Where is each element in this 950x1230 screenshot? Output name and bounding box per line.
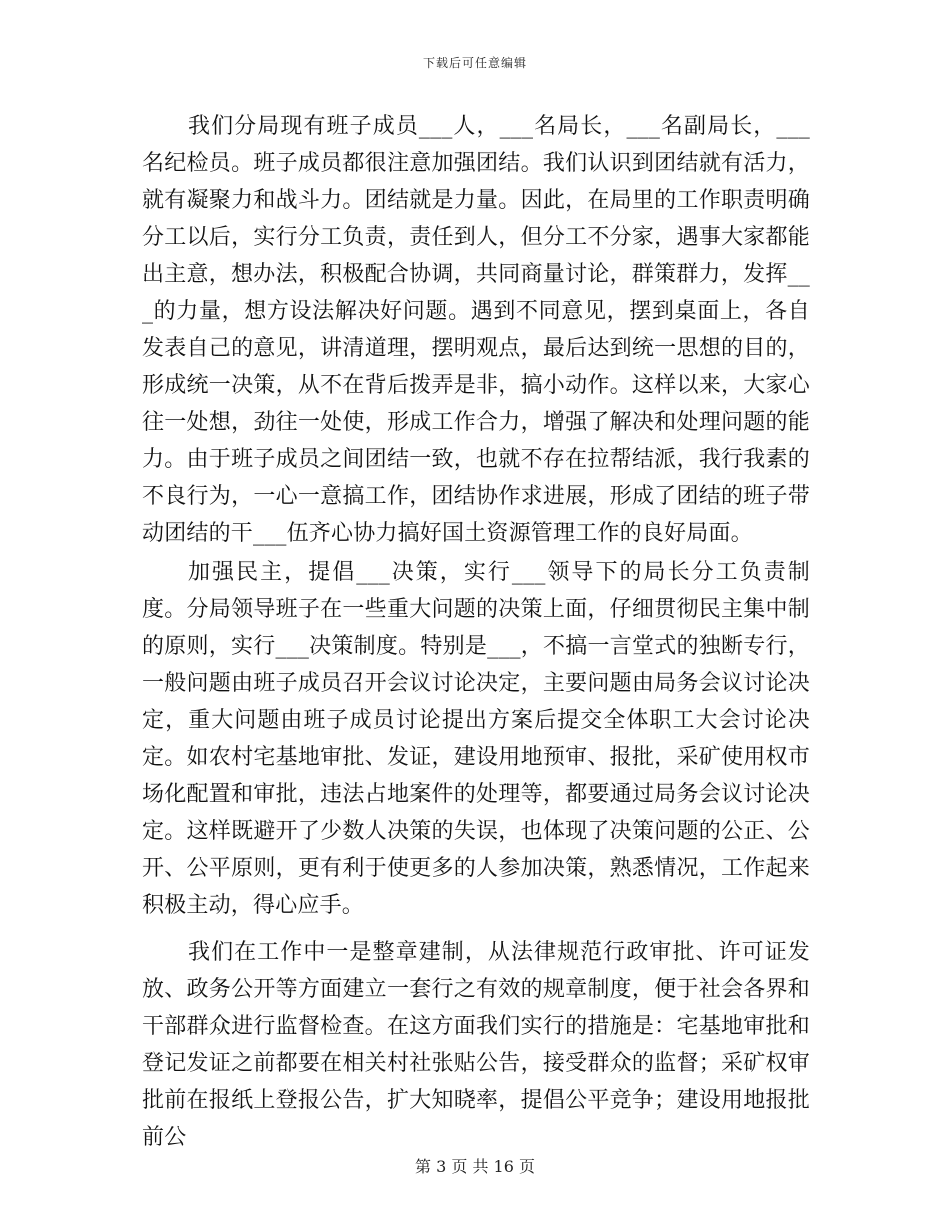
paragraph-unity: 我们分局现有班子成员___人，___名局长，___名副局长，___名纪检员。班子成员都很注意加强团结。我们认识到团结就有活力，就有凝聚力和战斗力。团结就是力量。因此，在局里的工作职责明确分工以后，实行分工负责，责任到人，但分工不分家，遇事大家都能出主意，想办法，积极配合协调，共同商量讨论，群策群力，发挥___的力量，想方设法解决好问题。遇到不同意见，摆到桌面上，各自发表自己的意见，讲清道理，摆明观点，最后达到统一思想的目的，形成统一决策，从不在背后拨弄是非，搞小动作。这样以来，大家心往一处想，劲往一处使，形成工作合力，增强了解决和处理问题的能力。由于班子成员之间团结一致，也就不存在拉帮结派，我行我素的不良行为，一心一意搞工作，团结协作求进展，形成了团结的班子带动团结的干___伍齐心协力搞好国土资源管理工作的良好局面。: [142, 114, 810, 546]
page-number: 第 3 页 共 16 页: [415, 1157, 535, 1176]
paragraph-regulations: 我们在工作中一是整章建制，从法律规范行政审批、许可证发放、政务公开等方面建立一套行之有效的规章制度，便于社会各界和干部群众进行监督检查。在这方面我们实行的措施是：宅基地审批和登记发证之前都要在相关村社张贴公告，接受群众的监督；采矿权审批前在报纸上登报公告，扩大知晓率，提倡公平竞争；建设用地报批前公: [142, 940, 810, 1150]
page-header-note: 下载后可任意编辑: [422, 56, 527, 70]
paragraph-democracy: 加强民主，提倡___决策，实行___领导下的局长分工负责制度。分局领导班子在一些重大问题的决策上面，仔细贯彻民主集中制的原则，实行___决策制度。特别是___，不搞一言堂式的独断专行，一般问题由班子成员召开会议讨论决定，主要问题由局务会议讨论决定，重大问题由班子成员讨论提出方案后提交全体职工大会讨论决定。如农村宅基地审批、发证，建设用地预审、报批，采矿使用权市场化配置和审批，违法占地案件的处理等，都要通过局务会议讨论决定。这样既避开了少数人决策的失误，也体现了决策问题的公正、公开、公平原则，更有利于使更多的人参加决策，熟悉情况，工作起来积极主动，得心应手。: [142, 560, 810, 918]
document-body: [142, 108, 810, 1156]
